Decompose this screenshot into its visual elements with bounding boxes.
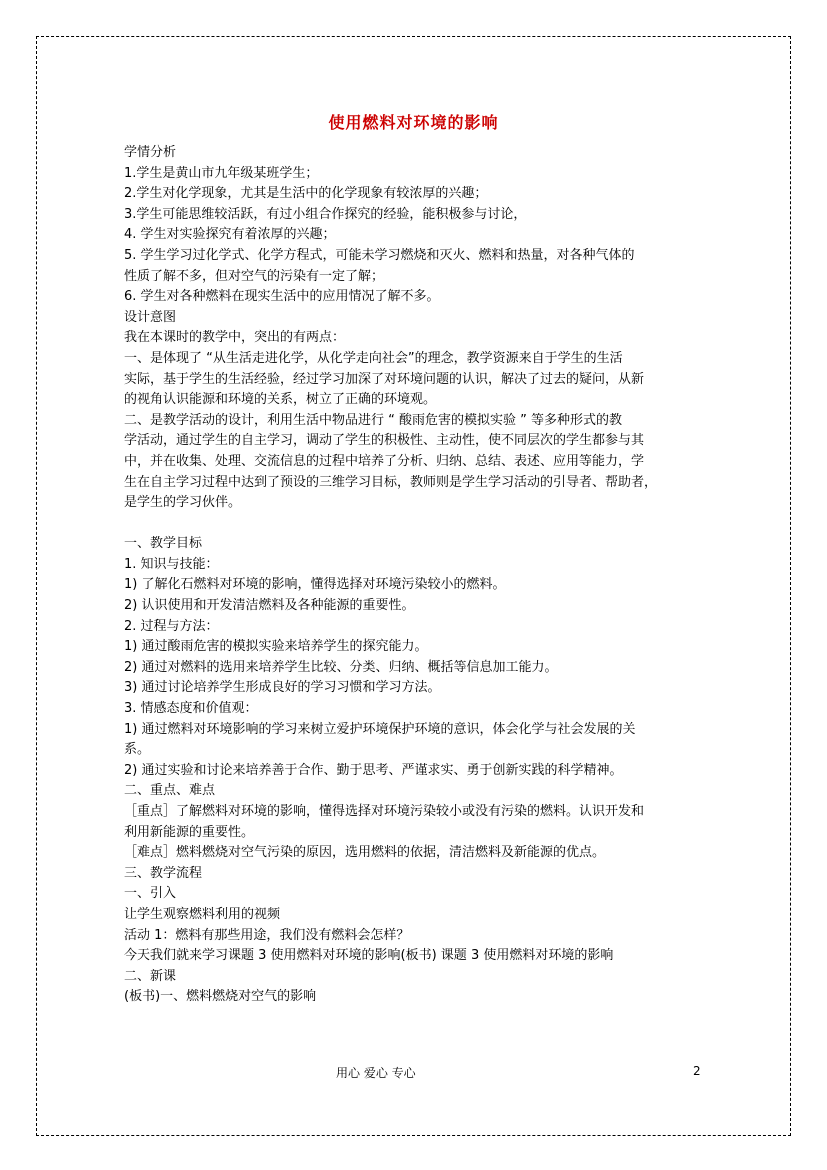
footer-slogan: 用心 爱心 专心 <box>336 1066 416 1080</box>
text-line: ［难点］燃料燃烧对空气污染的原因，选用燃料的依据，清洁燃料及新能源的优点。 <box>124 845 606 861</box>
text-line: 活动 1：燃料有那些用途，我们没有燃料会怎样？ <box>124 927 410 943</box>
page-number: 2 <box>693 1064 701 1078</box>
text-line: 的视角认识能源和环境的关系，树立了正确的环境观。 <box>124 392 437 408</box>
text-line: 一、引入 <box>124 886 177 902</box>
text-line: 系。 <box>124 742 151 758</box>
text-line: 学活动，通过学生的自主学习，调动了学生的积极性、主动性，使不同层次的学生都参与其 <box>124 433 645 449</box>
text-line: 2) 通过实验和讨论来培养善于合作、勤于思考、严谨求实、勇于创新实践的科学精神。 <box>124 762 623 778</box>
text-line: 5. 学生学习过化学式、化学方程式，可能未学习燃烧和灭火、燃料和热量，对各种气体的 <box>124 247 635 263</box>
text-line: (板书)一、燃料燃烧对空气的影响 <box>124 989 317 1005</box>
blank-line <box>124 514 708 535</box>
text-line: 2.学生对化学现象，尤其是生活中的化学现象有较浓厚的兴趣； <box>124 186 488 202</box>
text-line: 1) 通过酸雨危害的模拟实验来培养学生的探究能力。 <box>124 639 428 655</box>
document-body <box>124 143 708 1008</box>
text-line: 今天我们就来学习课题 3 使用燃料对环境的影响(板书) 课题 3 使用燃料对环境的影响 <box>124 948 614 964</box>
text-line: 利用新能源的重要性。 <box>124 824 255 840</box>
text-line: 三、教学流程 <box>124 865 203 881</box>
text-line: 2) 认识使用和开发清洁燃料及各种能源的重要性。 <box>124 598 415 614</box>
text-line: 2. 过程与方法： <box>124 618 219 634</box>
text-line: 学情分析 <box>124 145 177 160</box>
text-line: 二、重点、难点 <box>124 783 216 799</box>
text-line: 2) 通过对燃料的选用来培养学生比较、分类、归纳、概括等信息加工能力。 <box>124 659 558 675</box>
text-line: 3.学生可能思维较活跃，有过小组合作探究的经验，能积极参与讨论， <box>124 206 527 222</box>
text-line: 实际，基于学生的生活经验，经过学习加深了对环境问题的认识，解决了过去的疑问，从新 <box>124 371 645 387</box>
text-line: 二、是教学活动的设计，利用生活中物品进行 “ 酸雨危害的模拟实验 ” 等多种形式的教 <box>124 412 622 428</box>
text-line: 3. 情感态度和价值观： <box>124 701 258 717</box>
text-line: 4. 学生对实验探究有着浓厚的兴趣； <box>124 227 336 243</box>
text-line: 设计意图 <box>124 309 177 325</box>
text-line: ［重点］了解燃料对环境的影响，懂得选择对环境污染较小或没有污染的燃料。认识开发和 <box>124 804 645 819</box>
text-line: 1) 了解化石燃料对环境的影响，懂得选择对环境污染较小的燃料。 <box>124 577 506 593</box>
text-line: 生在自主学习过程中达到了预设的三维学习目标，教师则是学生学习活动的引导者、帮助者， <box>124 474 658 490</box>
text-line: 1. 知识与技能： <box>124 556 219 572</box>
text-line: 让学生观察燃料利用的视频 <box>124 906 281 922</box>
page-title: 使用燃料对环境的影响 <box>328 113 499 132</box>
text-line: 二、新课 <box>124 968 177 984</box>
text-line: 1) 通过燃料对环境影响的学习来树立爱护环境保护环境的意识，体会化学与社会发展的关 <box>124 721 636 737</box>
text-line: 一、是体现了 “从生活走进化学，从化学走向社会”的理念，教学资源来自于学生的生活 <box>124 350 623 366</box>
text-line: 3) 通过讨论培养学生形成良好的学习习惯和学习方法。 <box>124 680 441 696</box>
text-line: 性质了解不多，但对空气的污染有一定了解； <box>124 268 385 284</box>
text-line: 1.学生是黄山市九年级某班学生； <box>124 165 319 181</box>
text-line: 6. 学生对各种燃料在现实生活中的应用情况了解不多。 <box>124 289 440 305</box>
text-line: 是学生的学习伙伴。 <box>124 495 242 511</box>
text-line: 我在本课时的教学中，突出的有两点： <box>124 330 346 346</box>
text-line: 一、教学目标 <box>124 536 203 552</box>
text-line: 中，并在收集、处理、交流信息的过程中培养了分析、归纳、总结、表述、应用等能力，学 <box>124 453 645 469</box>
